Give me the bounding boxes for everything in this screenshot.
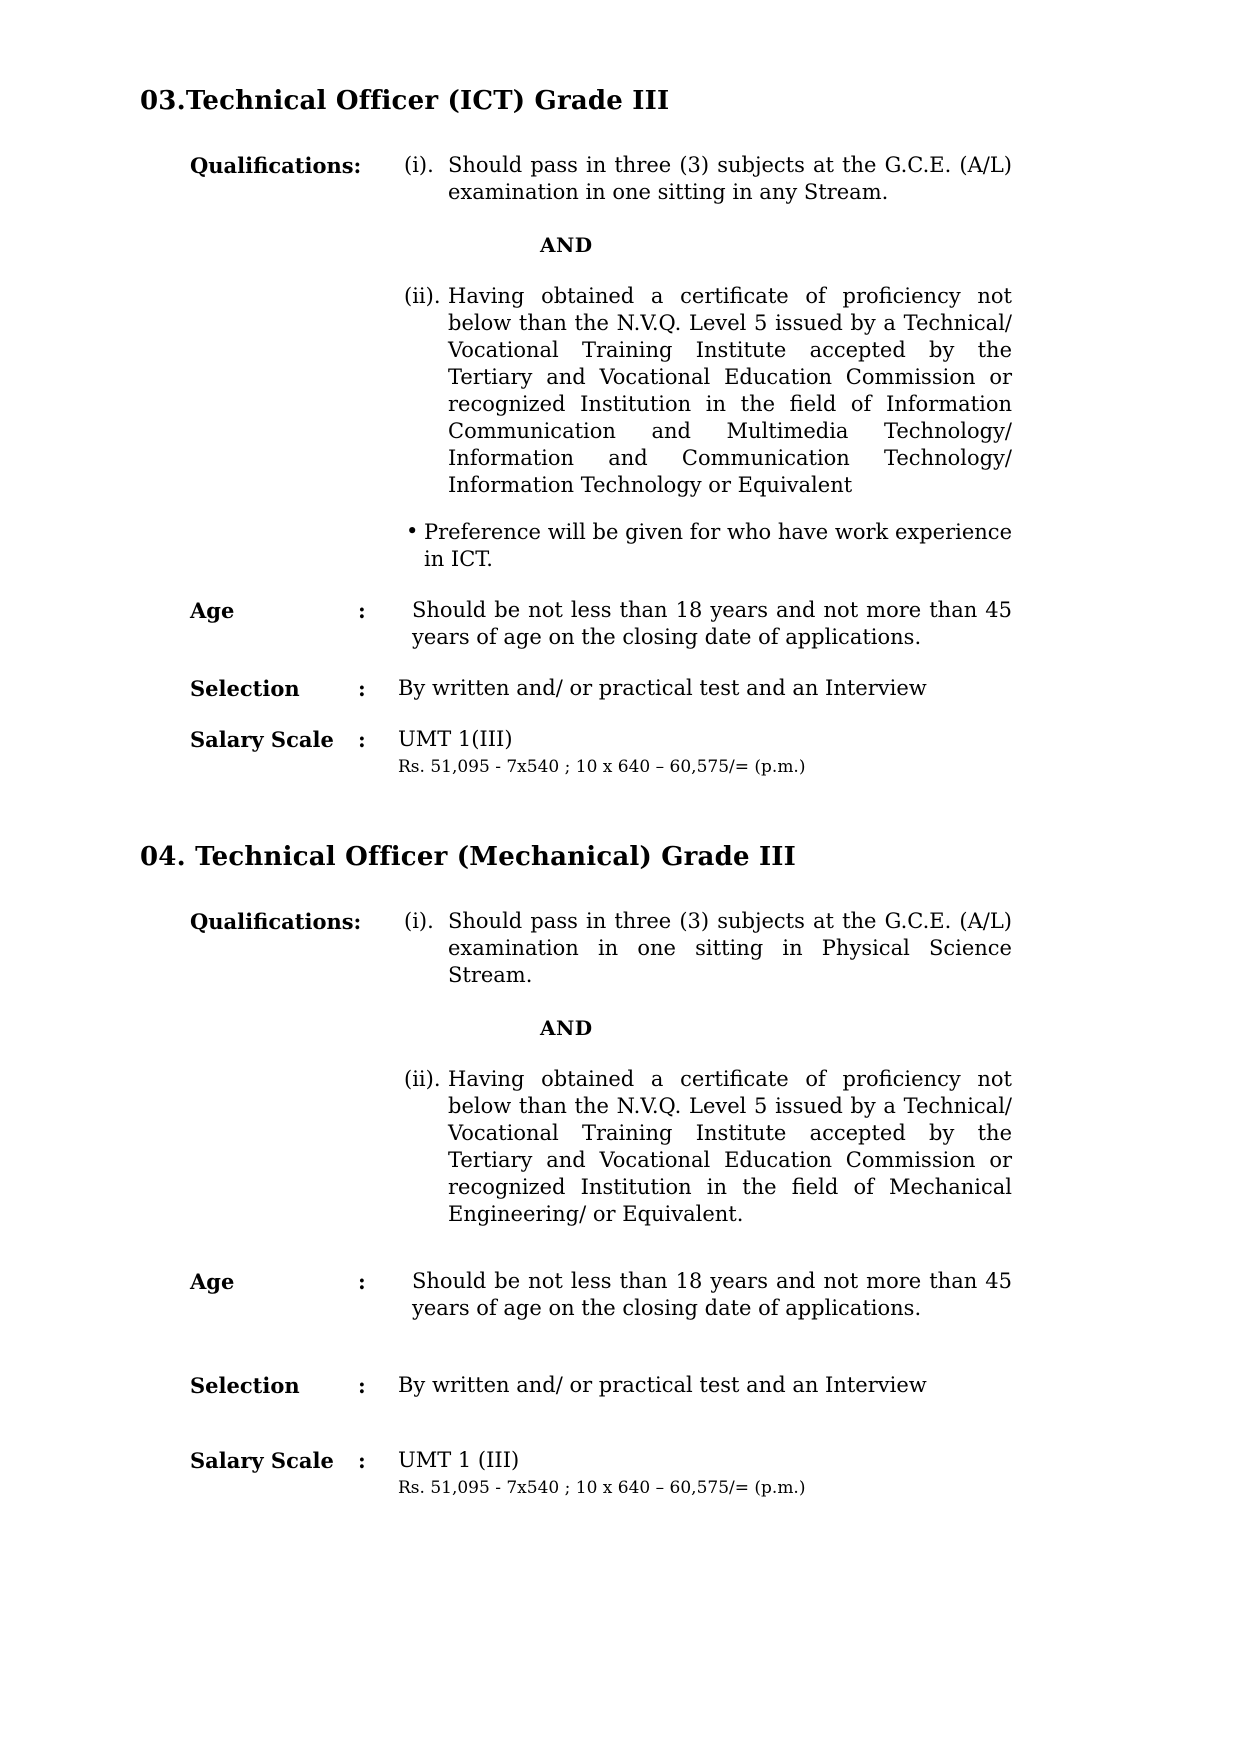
salary-scale-label: Salary Scale (190, 1448, 334, 1473)
conjunction-and: AND (540, 233, 593, 257)
selection-text: By written and/ or practical test and an Interview (398, 1373, 927, 1397)
salary-scale-row (140, 726, 1012, 779)
qualifications-row (140, 908, 1012, 1228)
qualifications-label: Qualifications: (190, 909, 362, 934)
item-marker: (ii). (404, 1067, 441, 1091)
qualifications-label: Qualifications: (190, 153, 362, 178)
colon-separator: : (358, 598, 366, 623)
colon-separator: : (358, 727, 366, 752)
salary-scale-row (140, 1447, 1012, 1500)
selection-text: By written and/ or practical test and an Interview (398, 676, 927, 700)
section-technical-officer-ict (140, 84, 1012, 779)
colon-separator: : (358, 676, 366, 701)
age-row (140, 597, 1012, 651)
bullet-dot-icon: • (406, 519, 419, 543)
colon-separator: : (358, 1373, 366, 1398)
section-heading: 03.Technical Officer (ICT) Grade III (140, 86, 670, 116)
selection-label: Selection (190, 676, 300, 701)
colon-separator: : (358, 1269, 366, 1294)
salary-scale-label: Salary Scale (190, 727, 334, 752)
salary-grade: UMT 1 (III) (398, 1448, 520, 1472)
colon-separator: : (358, 1448, 366, 1473)
item-text: Should pass in three (3) subjects at the G.C.E. (A/L) examination in one sitting in Physical Science Stream. (448, 909, 1012, 987)
item-marker: (ii). (404, 284, 441, 308)
section-heading: 04. Technical Officer (Mechanical) Grade III (140, 842, 797, 872)
section-technical-officer-mechanical (140, 840, 1012, 1500)
age-label: Age (190, 598, 235, 623)
item-text: Having obtained a certificate of proficiency not below than the N.V.Q. Level 5 issued by a Technical/ Vocational Training Institute accepted by the Tertiary and Vocational Education Commission or recognized Institution in the field of Information Communication and Multimedia Technology/ Information and Communication Technology/ Information Technology or Equivalent (448, 284, 1012, 497)
item-text: Having obtained a certificate of proficiency not below than the N.V.Q. Level 5 issued by a Technical/ Vocational Training Institute accepted by the Tertiary and Vocational Education Commission or recognized Institution in the field of Mechanical Engineering/ or Equivalent. (448, 1067, 1012, 1226)
salary-detail: Rs. 51,095 - 7x540 ; 10 x 640 – 60,575/= (p.m.) (398, 1478, 806, 1498)
salary-content (398, 726, 1012, 779)
selection-row (140, 675, 1012, 702)
qualification-item-i (398, 908, 1012, 989)
conjunction-and: AND (540, 1016, 593, 1040)
preference-note (398, 519, 1012, 573)
note-text: Preference will be given for who have work experience in ICT. (424, 520, 1012, 571)
salary-grade: UMT 1(III) (398, 727, 513, 751)
age-row (140, 1268, 1012, 1322)
qualifications-content (398, 908, 1012, 1228)
qualifications-content (398, 152, 1012, 573)
qualifications-row (140, 152, 1012, 573)
qualification-item-i (398, 152, 1012, 206)
selection-row (140, 1372, 1012, 1399)
age-text: Should be not less than 18 years and not more than 45 years of age on the closing date of applications. (412, 1269, 1012, 1320)
salary-content (398, 1447, 1012, 1500)
age-text: Should be not less than 18 years and not more than 45 years of age on the closing date of applications. (412, 598, 1012, 649)
qualification-item-ii (398, 1066, 1012, 1228)
qualification-item-ii (398, 283, 1012, 499)
item-text: Should pass in three (3) subjects at the G.C.E. (A/L) examination in one sitting in any Stream. (448, 153, 1012, 204)
age-label: Age (190, 1269, 235, 1294)
salary-detail: Rs. 51,095 - 7x540 ; 10 x 640 – 60,575/= (p.m.) (398, 757, 806, 777)
selection-label: Selection (190, 1373, 300, 1398)
item-marker: (i). (404, 909, 434, 933)
item-marker: (i). (404, 153, 434, 177)
